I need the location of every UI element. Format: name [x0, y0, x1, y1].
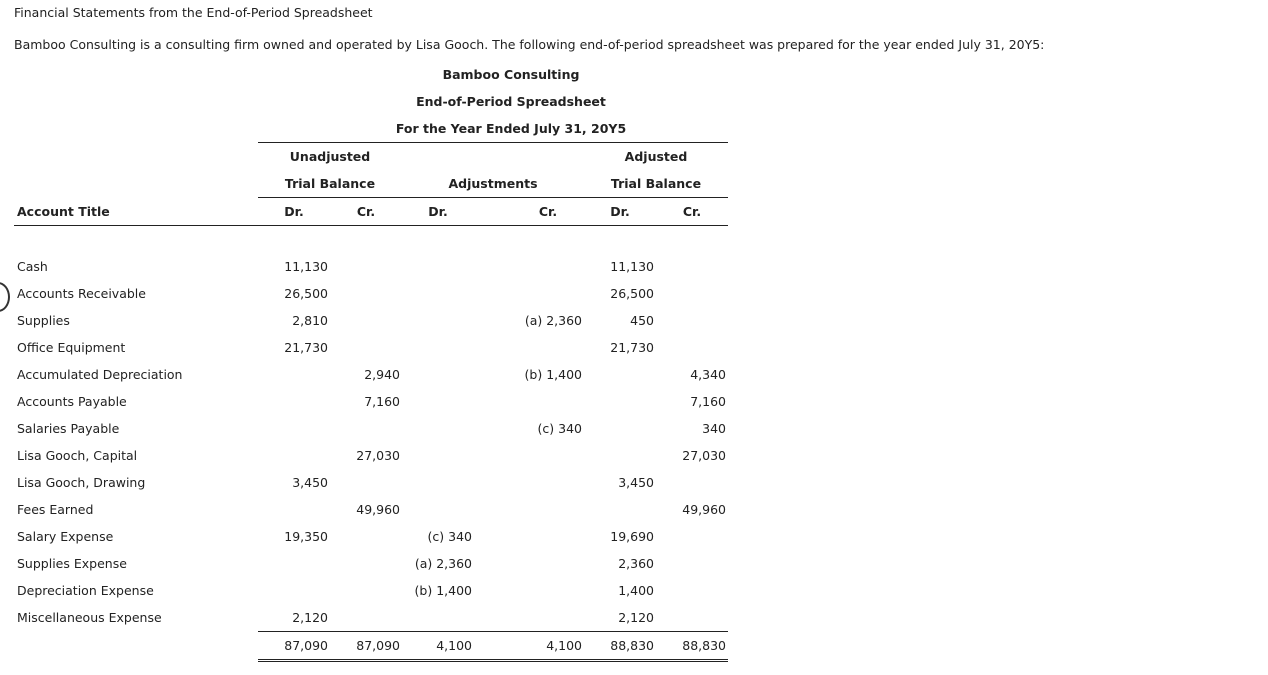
gap-cell [474, 632, 512, 661]
adj-cr-cell: (c) 340 [537, 421, 582, 436]
tb-cr-cell [330, 523, 402, 550]
table-row [14, 496, 728, 523]
tb-cr-cell [330, 253, 402, 280]
gap-cell [474, 334, 512, 361]
atb-dr-cell: 21,730 [610, 340, 654, 355]
tb-cr-header: Cr. [330, 198, 402, 226]
account-title-cell: Office Equipment [17, 340, 126, 355]
intro-text: Bamboo Consulting is a consulting firm owned and operated by Lisa Gooch. The following end-of-period spreadsheet was prepared for the year ended July 31, 20Y5: [14, 37, 1045, 52]
tb-cr-cell [330, 280, 402, 307]
spreadsheet-table [14, 142, 728, 662]
atb-cr-cell [656, 307, 728, 334]
table-row [14, 334, 728, 361]
totals-label-cell [14, 632, 258, 661]
partial-circle-icon [0, 282, 10, 312]
adj-cr-cell [512, 442, 584, 469]
atb-cr-cell [656, 577, 728, 604]
tb-cr-cell: 27,030 [356, 448, 400, 463]
adj-dr-cell [402, 496, 474, 523]
tb-dr-cell [258, 388, 330, 415]
atb-cr-header: Cr. [656, 198, 728, 226]
atb-cr-cell: 340 [702, 421, 726, 436]
atb-cr-cell [656, 253, 728, 280]
table-row [14, 280, 728, 307]
tb-dr-cell: 2,120 [292, 610, 328, 625]
adjustments-header: Adjustments [402, 170, 584, 198]
tb-dr-cell: 11,130 [284, 259, 328, 274]
table-row [14, 388, 728, 415]
adj-cr-cell [512, 469, 584, 496]
tb-cr-cell [330, 415, 402, 442]
atb-dr-cell [584, 361, 656, 388]
atb-dr-cell: 11,130 [610, 259, 654, 274]
table-row [14, 469, 728, 496]
gap-cell [474, 388, 512, 415]
adj-dr-cell [402, 442, 474, 469]
adj-dr-cell [402, 253, 474, 280]
table-row [14, 307, 728, 334]
atb-dr-cell [584, 415, 656, 442]
atb-cr-cell: 49,960 [682, 502, 726, 517]
table-row [14, 442, 728, 469]
account-title-cell: Depreciation Expense [17, 583, 154, 598]
tb-dr-cell: 21,730 [284, 340, 328, 355]
account-title-cell: Lisa Gooch, Drawing [17, 475, 146, 490]
gap-cell [474, 415, 512, 442]
account-title-cell: Supplies [17, 313, 70, 328]
adj-cr-cell: (a) 2,360 [524, 313, 582, 328]
adj-dr-cell [402, 388, 474, 415]
total-atb-cr: 88,830 [656, 632, 728, 661]
gap-cell [474, 442, 512, 469]
gap-cell [474, 469, 512, 496]
adj-dr-cell [402, 604, 474, 632]
page-heading: Financial Statements from the End-of-Period Spreadsheet [14, 5, 373, 20]
table-row [14, 577, 728, 604]
tb-cr-cell: 2,940 [364, 367, 400, 382]
tb-dr-cell [258, 415, 330, 442]
atb-dr-cell [584, 388, 656, 415]
tb-dr-cell: 26,500 [284, 286, 328, 301]
table-row [14, 550, 728, 577]
table-row [14, 415, 728, 442]
tb-dr-cell [258, 577, 330, 604]
account-title-cell: Fees Earned [17, 502, 94, 517]
adj-cr-cell [512, 334, 584, 361]
gap-cell [474, 523, 512, 550]
atb-cr-cell: 4,340 [690, 367, 726, 382]
adj-dr-cell: (a) 2,360 [414, 556, 472, 571]
tb-cr-cell [330, 469, 402, 496]
tb-cr-cell: 7,160 [364, 394, 400, 409]
account-title-cell: Salary Expense [17, 529, 114, 544]
adj-dr-cell [402, 361, 474, 388]
atb-dr-cell: 2,120 [618, 610, 654, 625]
atb-cr-cell: 7,160 [690, 394, 726, 409]
account-title-cell: Miscellaneous Expense [17, 610, 162, 626]
table-row [14, 253, 728, 280]
adj-dr-cell [402, 469, 474, 496]
gap-cell [474, 550, 512, 577]
adj-dr-cell [402, 307, 474, 334]
adj-cr-cell [512, 604, 584, 632]
account-title-cell: Cash [17, 259, 48, 274]
tb-dr-cell [258, 496, 330, 523]
adj-cr-cell: (b) 1,400 [524, 367, 582, 382]
gap-cell [474, 253, 512, 280]
adj-cr-cell [512, 496, 584, 523]
table-row [14, 604, 728, 632]
atb-dr-cell: 19,690 [610, 529, 654, 544]
account-title-header: Account Title [14, 198, 258, 226]
atb-dr-cell [584, 442, 656, 469]
tb-dr-cell [258, 361, 330, 388]
trial-balance-header: Trial Balance [258, 170, 402, 198]
adjusted-trial-balance-header: Trial Balance [584, 170, 728, 198]
atb-dr-cell [584, 496, 656, 523]
tb-cr-cell [330, 334, 402, 361]
atb-dr-cell: 1,400 [618, 583, 654, 598]
adj-dr-cell: (b) 1,400 [414, 583, 472, 598]
atb-dr-cell: 450 [630, 313, 654, 328]
atb-cr-cell [656, 469, 728, 496]
atb-cr-cell [656, 550, 728, 577]
total-atb-dr: 88,830 [584, 632, 656, 661]
adjusted-header: Adjusted [584, 143, 728, 171]
tb-dr-cell [258, 550, 330, 577]
adj-cr-header: Cr. [512, 198, 584, 226]
adj-cr-cell [512, 523, 584, 550]
tb-cr-cell [330, 577, 402, 604]
tb-cr-cell [330, 550, 402, 577]
atb-cr-cell: 27,030 [682, 448, 726, 463]
total-adj-cr: 4,100 [512, 632, 584, 661]
adj-dr-cell [402, 280, 474, 307]
adj-dr-header: Dr. [402, 198, 474, 226]
adj-dr-cell [402, 415, 474, 442]
adj-cr-cell [512, 253, 584, 280]
header-row-3 [14, 198, 728, 226]
account-title-cell: Supplies Expense [17, 556, 127, 571]
total-adj-dr: 4,100 [402, 632, 474, 661]
gap-cell [474, 361, 512, 388]
statement-name: End-of-Period Spreadsheet [416, 94, 606, 109]
tb-dr-cell [258, 442, 330, 469]
account-title-cell: Accounts Payable [17, 394, 127, 409]
atb-dr-header: Dr. [584, 198, 656, 226]
atb-cr-cell [656, 280, 728, 307]
tb-cr-cell [330, 307, 402, 334]
tb-dr-cell: 2,810 [292, 313, 328, 328]
table-row [14, 523, 728, 550]
header-row-1 [14, 143, 728, 171]
header-row-2 [14, 170, 728, 198]
atb-dr-cell: 2,360 [618, 556, 654, 571]
account-title-cell: Accumulated Depreciation [17, 367, 183, 382]
spacer-row [14, 226, 728, 254]
statement-period: For the Year Ended July 31, 20Y5 [395, 121, 627, 136]
adj-cr-cell [512, 577, 584, 604]
atb-dr-cell: 26,500 [610, 286, 654, 301]
gap-cell [474, 577, 512, 604]
tb-dr-header: Dr. [258, 198, 330, 226]
table-row [14, 361, 728, 388]
adj-cr-cell [512, 550, 584, 577]
tb-dr-cell: 3,450 [292, 475, 328, 490]
company-name: Bamboo Consulting [442, 67, 580, 82]
gap-cell [474, 496, 512, 523]
total-tb-cr: 87,090 [330, 632, 402, 661]
gap-cell [474, 307, 512, 334]
account-title-cell: Accounts Receivable [17, 286, 146, 301]
account-title-cell: Lisa Gooch, Capital [17, 448, 138, 463]
total-tb-dr: 87,090 [258, 632, 330, 661]
totals-row [14, 632, 728, 661]
adj-dr-cell [402, 334, 474, 361]
tb-cr-cell: 49,960 [356, 502, 400, 517]
tb-dr-cell: 19,350 [284, 529, 328, 544]
adj-cr-cell [512, 388, 584, 415]
atb-cr-cell [656, 604, 728, 632]
account-title-cell: Salaries Payable [17, 421, 120, 436]
unadjusted-header: Unadjusted [258, 143, 402, 171]
tb-cr-cell [330, 604, 402, 632]
atb-cr-cell [656, 334, 728, 361]
atb-dr-cell: 3,450 [618, 475, 654, 490]
gap-cell [474, 604, 512, 632]
adj-dr-cell: (c) 340 [427, 529, 472, 544]
gap-cell [474, 280, 512, 307]
adj-cr-cell [512, 280, 584, 307]
atb-cr-cell [656, 523, 728, 550]
